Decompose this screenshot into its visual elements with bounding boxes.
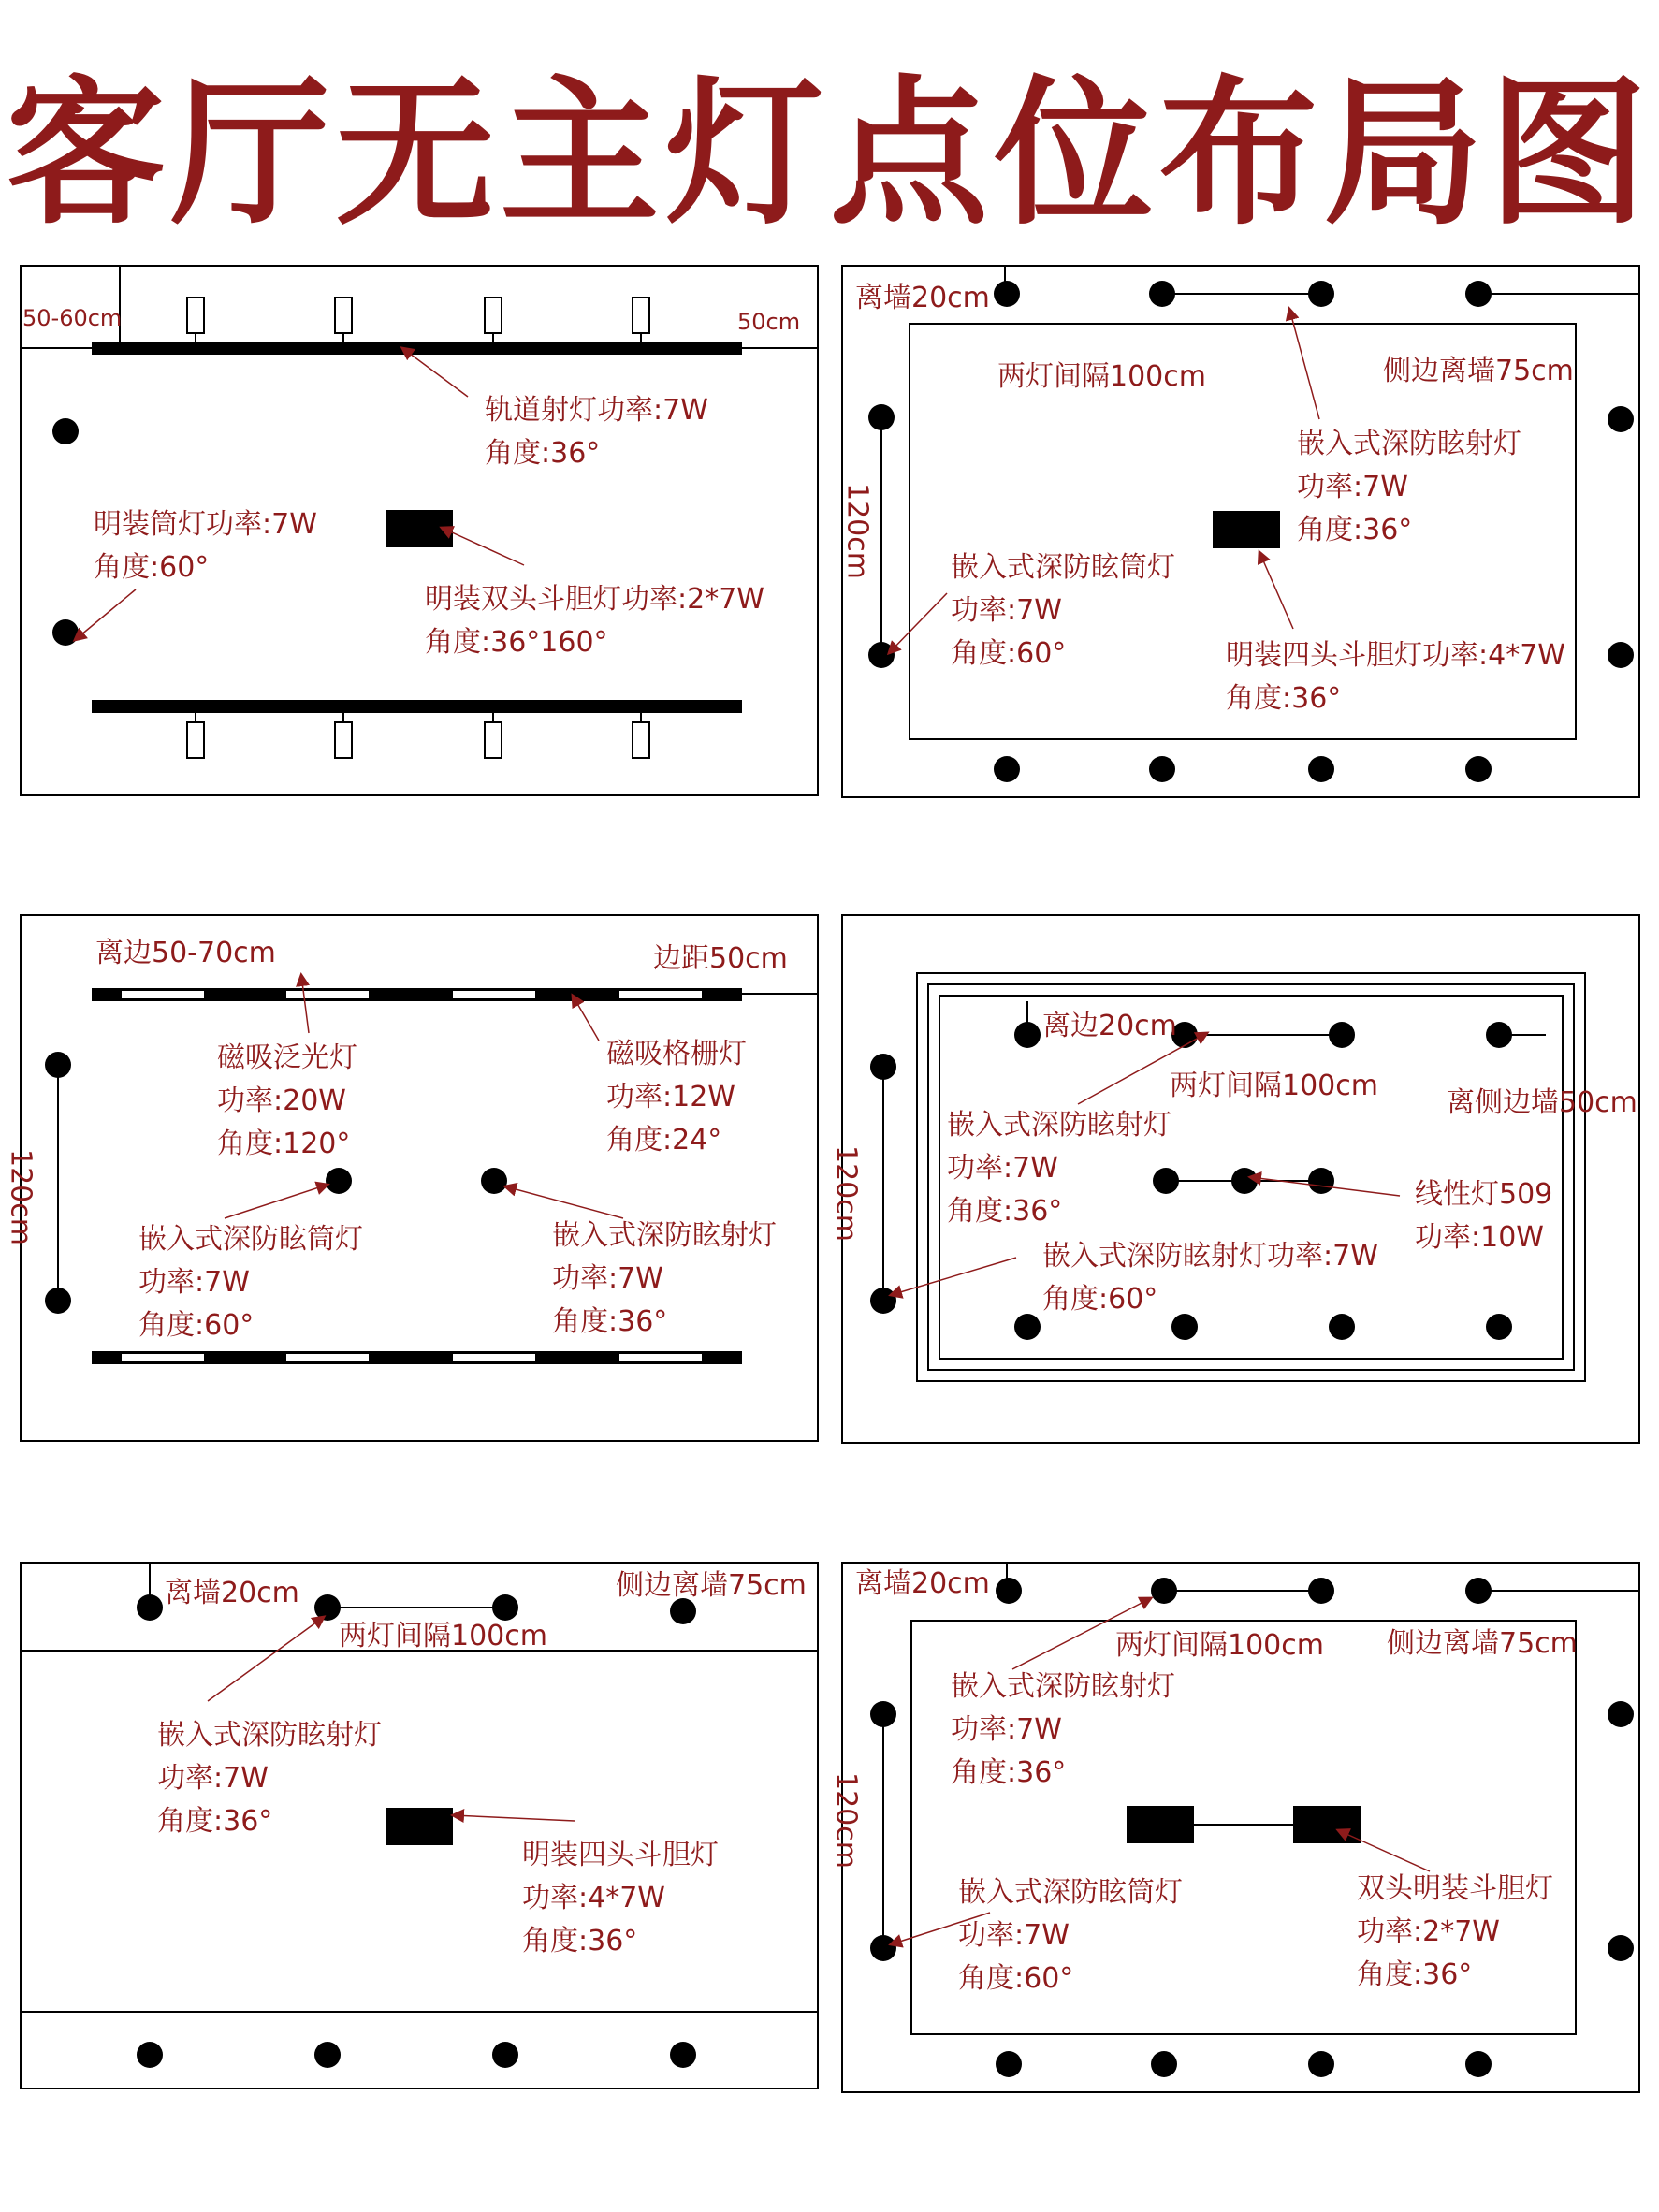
svg-text:功率:2*7W: 功率:2*7W [1357,1915,1500,1948]
spotlight [314,2042,341,2068]
svg-text:角度:36°: 角度:36° [522,1925,638,1957]
label-spot: 嵌入式深防眩射灯 [947,1109,1171,1142]
svg-text:功率:7W: 功率:7W [947,1152,1058,1185]
panel-four-head-grille [841,266,1640,797]
label-spot: 嵌入式深防眩射灯 [1297,428,1521,460]
svg-text:功率:10W: 功率:10W [1415,1221,1544,1254]
panel-four-head-band [21,1563,818,2088]
spot-row-bottom [137,2042,696,2068]
label-spot2: 嵌入式深防眩射灯功率:7W [1042,1240,1378,1273]
linear-node [1308,1168,1334,1194]
spotlight [314,1594,341,1621]
spot-row-bottom [994,756,1492,782]
svg-text:功率:7W: 功率:7W [138,1266,250,1299]
svg-text:角度:120°: 角度:120° [217,1128,351,1160]
label-edge2: 边距50cm [653,942,788,975]
spotlight [1486,1022,1512,1048]
label-down: 嵌入式深防眩筒灯 [138,1223,363,1256]
spotlight [137,2042,163,2068]
label-side: 侧边离墙75cm [1383,355,1574,387]
downlight [52,418,79,444]
page-title: 客厅无主灯点位布局图 [6,62,1653,247]
grille-light [386,1808,453,1845]
label-wall: 离墙20cm [855,1567,990,1600]
label-grille: 明装双头斗胆灯功率:2*7W [425,583,764,616]
dim-right: 50cm [737,309,801,335]
label-side: 侧边离墙75cm [616,1569,807,1602]
svg-text:角度:60°: 角度:60° [94,551,210,584]
svg-text:功率:7W: 功率:7W [951,594,1062,627]
label-track: 轨道射灯功率:7W [485,394,708,427]
svg-text:角度:36°160°: 角度:36°160° [425,626,608,659]
svg-text:角度:36°: 角度:36° [1357,1958,1473,1991]
svg-text:功率:20W: 功率:20W [217,1084,346,1117]
svg-text:功率:4*7W: 功率:4*7W [522,1882,665,1914]
label-edge: 离边50-70cm [95,937,276,969]
spotlight [1171,1314,1198,1340]
track-rail-bottom [92,700,742,713]
label-grille: 明装四头斗胆灯功率:4*7W [1226,639,1565,672]
dim-vertical: 120cm [829,1772,863,1869]
spotlight [1329,1022,1355,1048]
linear-node [1153,1168,1179,1194]
spot-row-bottom [996,2051,1492,2077]
spotlight [670,2042,696,2068]
label-grille: 明装四头斗胆灯 [522,1839,719,1871]
track-spot [485,722,502,758]
spotlight [1465,756,1492,782]
spotlight [137,1594,163,1621]
magnetic-rail-bottom [92,1351,742,1364]
spotlight [996,1578,1022,1604]
svg-text:角度:36°: 角度:36° [947,1195,1063,1228]
track-spots-bottom [187,713,649,758]
track-spot [187,298,204,333]
label-spot: 嵌入式深防眩射灯 [552,1219,777,1252]
grille-light [1127,1806,1194,1843]
svg-text:角度:36°: 角度:36° [951,1756,1067,1789]
spotlight [996,2051,1022,2077]
spotlight [1465,281,1492,307]
downlight [1608,406,1634,432]
downlight [868,642,895,668]
svg-text:角度:36°: 角度:36° [157,1805,273,1838]
label-grid: 磁吸格栅灯 [606,1038,747,1070]
track-spot [633,298,649,333]
spotlight [1308,756,1334,782]
label-spot: 明装筒灯功率:7W [94,508,317,541]
label-linear: 线性灯509 [1415,1178,1553,1211]
svg-text:角度:60°: 角度:60° [1042,1283,1158,1316]
label-wall: 离墙20cm [855,282,990,314]
panel-double-head-grille [830,1563,1640,2092]
dim-vertical: 120cm [840,483,874,579]
label-side: 离侧边墙50cm [1447,1086,1637,1119]
spotlight [994,756,1020,782]
label-flood: 磁吸泛光灯 [217,1041,357,1074]
panel-track-lighting [21,266,818,795]
label-edge: 离边20cm [1042,1010,1177,1042]
track-spot [335,722,352,758]
downlight [326,1168,352,1194]
label-side: 侧边离墙75cm [1387,1627,1578,1660]
spotlight [492,1594,518,1621]
label-gap: 两灯间隔100cm [339,1620,547,1652]
magnetic-rail-top [92,988,742,1001]
downlight [52,619,79,646]
svg-text:功率:7W: 功率:7W [157,1762,269,1795]
spotlight [994,281,1020,307]
label-gap: 两灯间隔100cm [997,360,1206,393]
spotlight [1308,2051,1334,2077]
spotlight [1465,2051,1492,2077]
spotlight [1486,1314,1512,1340]
track-spots-top [187,298,649,342]
downlight [45,1288,71,1314]
label-grille: 双头明装斗胆灯 [1357,1872,1553,1905]
track-spot [633,722,649,758]
svg-text:功率:7W: 功率:7W [1297,471,1408,503]
svg-text:角度:36°: 角度:36° [552,1305,668,1338]
svg-text:功率:7W: 功率:7W [552,1262,663,1295]
svg-text:角度:36°: 角度:36° [1226,682,1342,715]
svg-text:角度:60°: 角度:60° [138,1309,255,1342]
downlight [1608,1701,1634,1727]
label-down: 嵌入式深防眩筒灯 [958,1876,1183,1909]
svg-text:角度:60°: 角度:60° [958,1962,1074,1995]
spotlight [1014,1314,1041,1340]
linear-node [1231,1168,1258,1194]
spotlight [1308,281,1334,307]
svg-text:功率:7W: 功率:7W [951,1713,1062,1746]
spotlight [1465,1578,1492,1604]
label-gap: 两灯间隔100cm [1115,1629,1324,1662]
downlight [870,1054,896,1080]
downlight [1608,1935,1634,1961]
svg-text:功率:7W: 功率:7W [958,1919,1070,1952]
spotlight [670,1598,696,1624]
track-spot [187,722,204,758]
spotlight [1308,1578,1334,1604]
spotlight [492,2042,518,2068]
panel-magnetic-track [5,915,819,1441]
downlight [868,404,895,430]
spotlight [1151,1578,1177,1604]
grille-light [1293,1806,1361,1843]
downlight [45,1052,71,1078]
track-spot [485,298,502,333]
downlight [1608,642,1634,668]
grille-light [1213,511,1280,548]
svg-text:角度:60°: 角度:60° [951,637,1067,670]
spotlight [481,1168,507,1194]
track-spot [335,298,352,333]
dim-left: 50-60cm [22,305,123,331]
svg-text:功率:12W: 功率:12W [606,1081,735,1113]
downlight [870,1701,896,1727]
dim-vertical: 120cm [829,1145,863,1242]
dim-vertical: 120cm [4,1149,37,1245]
spotlight [1151,2051,1177,2077]
label-down: 嵌入式深防眩筒灯 [951,551,1175,584]
spotlight [1329,1314,1355,1340]
label-spot: 嵌入式深防眩射灯 [157,1719,382,1752]
label-wall: 离墙20cm [165,1577,299,1609]
downlight [870,1288,896,1314]
svg-text:角度:36°: 角度:36° [485,437,601,470]
downlight [870,1935,896,1961]
svg-text:角度:24°: 角度:24° [606,1124,722,1157]
svg-text:角度:36°: 角度:36° [1297,514,1413,546]
spotlight [1149,756,1175,782]
spot-row-bottom [1014,1314,1512,1340]
track-rail-top [92,342,742,355]
panel-linear-light [830,915,1640,1443]
spotlight [1014,1022,1041,1048]
spotlight [1149,281,1175,307]
label-gap: 两灯间隔100cm [1170,1070,1378,1102]
label-spot: 嵌入式深防眩射灯 [951,1670,1175,1703]
